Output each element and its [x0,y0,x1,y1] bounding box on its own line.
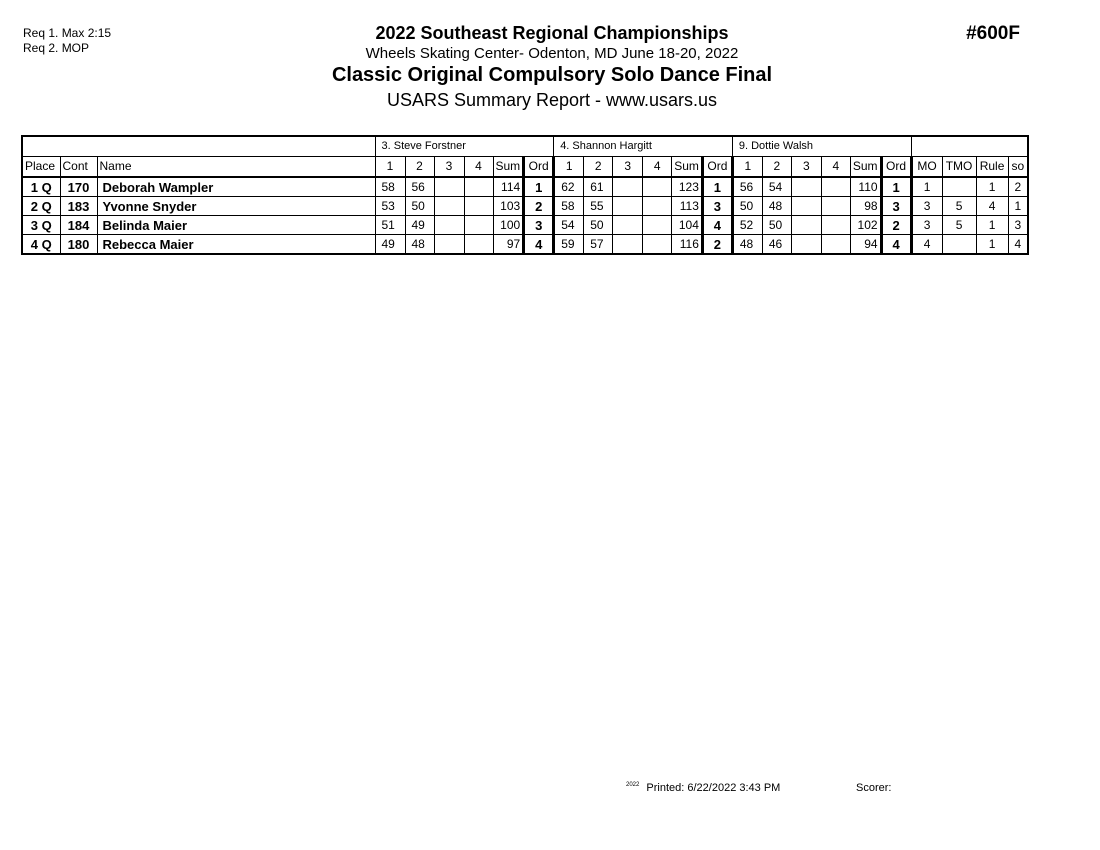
score-cell [643,177,672,197]
requirement-2: Req 2. MOP [23,41,90,55]
header-j3-sum: Sum [850,157,881,178]
ord-cell: 1 [702,177,732,197]
judge-2-name: 4. Shannon Hargitt [554,136,733,157]
rule-cell: 1 [976,235,1008,255]
judge-1-name: 3. Steve Forstner [375,136,554,157]
ord-cell: 1 [881,177,911,197]
header-mo: MO [911,157,942,178]
place-cell: 2 Q [22,197,60,216]
sum-cell: 123 [672,177,703,197]
sum-cell: 110 [850,177,881,197]
score-cell: 59 [554,235,584,255]
ord-cell: 3 [702,197,732,216]
footer-mark: 2022 [626,782,640,788]
header-j1-sum: Sum [493,157,524,178]
score-cell [464,216,493,235]
so-cell: 1 [1008,197,1028,216]
tmo-cell: 5 [942,216,976,235]
header-j2-score-2: 2 [584,157,613,178]
so-cell: 2 [1008,177,1028,197]
score-cell: 53 [375,197,405,216]
footer-printed [626,782,780,794]
sum-cell: 98 [850,197,881,216]
header-j3-ord: Ord [881,157,911,178]
judge-3-name: 9. Dottie Walsh [732,136,911,157]
ord-cell: 4 [881,235,911,255]
score-cell: 58 [554,197,584,216]
header-j3-score-4: 4 [821,157,850,178]
name-cell: Rebecca Maier [97,235,375,255]
header-rule: Rule [976,157,1008,178]
mo-cell: 3 [911,197,942,216]
so-cell: 3 [1008,216,1028,235]
ord-cell: 2 [881,216,911,235]
page-title: 2022 Southeast Regional Championships [375,23,729,43]
header-j1-ord: Ord [524,157,554,178]
score-cell: 49 [375,235,405,255]
header-j2-ord: Ord [702,157,732,178]
sum-cell: 114 [493,177,524,197]
ord-cell: 3 [524,216,554,235]
sum-cell: 104 [672,216,703,235]
event-name: Classic Original Compulsory Solo Dance Final [331,64,773,86]
mo-cell: 3 [911,216,942,235]
header-j2-score-4: 4 [643,157,672,178]
requirement-1: Req 1. Max 2:15 [23,26,112,40]
score-cell: 56 [405,177,434,197]
table-row [22,216,1028,235]
table-row [22,197,1028,216]
name-cell: Belinda Maier [97,216,375,235]
venue-date: Wheels Skating Center- Odenton, MD June 18-20, 2022 [365,45,739,62]
score-cell [791,197,821,216]
name-cell: Deborah Wampler [97,177,375,197]
header-j1-score-4: 4 [464,157,493,178]
cont-cell: 180 [60,235,97,255]
printed-timestamp: Printed: 6/22/2022 3:43 PM [646,782,781,794]
header-name: Name [97,157,375,178]
results-table [21,135,1029,255]
header-j2-score-1: 1 [554,157,584,178]
score-cell [613,177,643,197]
header-place: Place [22,157,60,178]
tmo-cell: 5 [942,197,976,216]
sum-cell: 113 [672,197,703,216]
score-cell: 50 [584,216,613,235]
score-cell [643,216,672,235]
sum-cell: 102 [850,216,881,235]
cont-cell: 184 [60,216,97,235]
table-row [22,235,1028,255]
score-cell: 61 [584,177,613,197]
place-cell: 1 Q [22,177,60,197]
score-cell: 52 [732,216,762,235]
score-cell: 55 [584,197,613,216]
score-cell [821,235,850,255]
tmo-cell [942,235,976,255]
score-cell [464,177,493,197]
score-cell: 56 [732,177,762,197]
name-cell: Yvonne Snyder [97,197,375,216]
ord-cell: 4 [702,216,732,235]
score-cell [821,177,850,197]
header-so: so [1008,157,1028,178]
place-cell: 4 Q [22,235,60,255]
sum-cell: 94 [850,235,881,255]
score-cell [643,197,672,216]
so-cell: 4 [1008,235,1028,255]
score-cell: 50 [762,216,791,235]
rule-cell: 4 [976,197,1008,216]
score-cell [613,216,643,235]
score-cell [821,216,850,235]
column-header-row [22,157,1028,178]
score-cell: 54 [762,177,791,197]
rule-cell: 1 [976,177,1008,197]
sum-cell: 97 [493,235,524,255]
score-cell: 49 [405,216,434,235]
header-j1-score-1: 1 [375,157,405,178]
score-cell [613,235,643,255]
header-cont: Cont [60,157,97,178]
score-cell: 51 [375,216,405,235]
score-cell [643,235,672,255]
ord-cell: 1 [524,177,554,197]
score-cell: 50 [405,197,434,216]
score-cell [464,197,493,216]
judges-row [22,136,1028,157]
mo-cell: 1 [911,177,942,197]
score-cell: 50 [732,197,762,216]
header-j3-score-3: 3 [791,157,821,178]
footer-scorer: Scorer: [856,782,892,794]
ord-cell: 2 [524,197,554,216]
ord-cell: 2 [702,235,732,255]
score-cell: 54 [554,216,584,235]
score-cell: 62 [554,177,584,197]
header-j3-score-1: 1 [732,157,762,178]
score-cell [434,177,464,197]
score-cell [791,235,821,255]
score-cell: 48 [732,235,762,255]
sum-cell: 116 [672,235,703,255]
score-cell [613,197,643,216]
score-cell [434,197,464,216]
table-row [22,177,1028,197]
header-j1-score-3: 3 [434,157,464,178]
event-number: #600F [966,23,1020,44]
header-j2-sum: Sum [672,157,703,178]
score-cell: 58 [375,177,405,197]
cont-cell: 170 [60,177,97,197]
score-cell [791,177,821,197]
score-cell [791,216,821,235]
header-tmo: TMO [942,157,976,178]
rule-cell: 1 [976,216,1008,235]
ord-cell: 4 [524,235,554,255]
score-cell [464,235,493,255]
report-name: USARS Summary Report - www.usars.us [386,90,718,110]
mo-cell: 4 [911,235,942,255]
score-cell [434,216,464,235]
cont-cell: 183 [60,197,97,216]
score-cell [821,197,850,216]
score-cell: 46 [762,235,791,255]
header-j1-score-2: 2 [405,157,434,178]
ord-cell: 3 [881,197,911,216]
header-j2-score-3: 3 [613,157,643,178]
place-cell: 3 Q [22,216,60,235]
score-cell: 48 [405,235,434,255]
sum-cell: 103 [493,197,524,216]
tmo-cell [942,177,976,197]
score-cell [434,235,464,255]
header-j3-score-2: 2 [762,157,791,178]
score-cell: 57 [584,235,613,255]
score-cell: 48 [762,197,791,216]
sum-cell: 100 [493,216,524,235]
